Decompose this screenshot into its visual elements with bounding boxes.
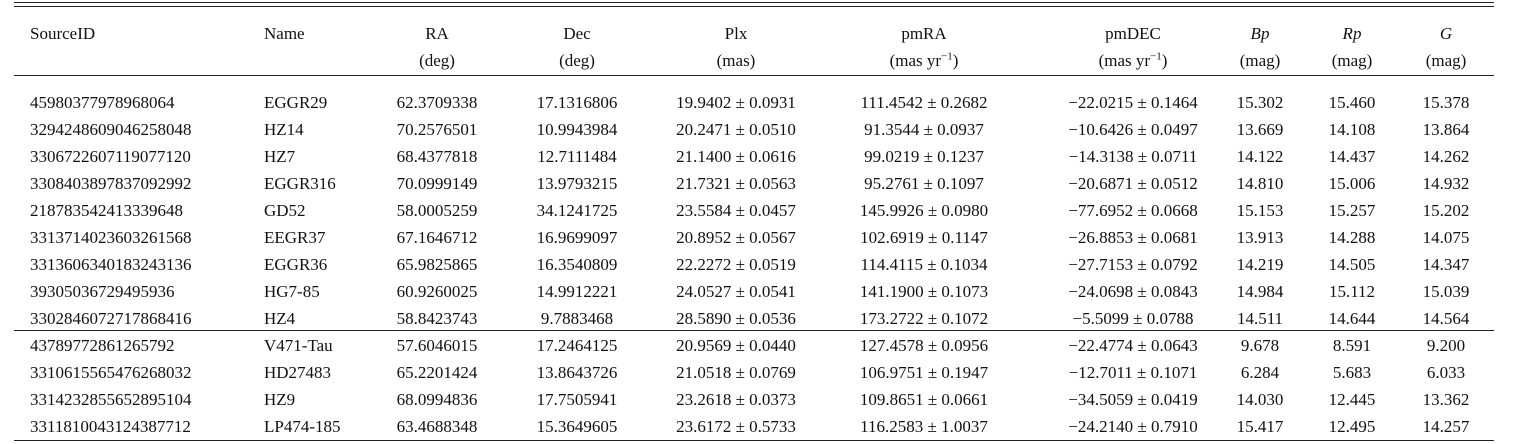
table-cell: −20.6871 ± 0.0512	[1068, 174, 1198, 193]
table-cell: 95.2761 ± 0.1097	[864, 174, 984, 193]
table-cell: 12.445	[1328, 390, 1376, 409]
table-cell: 17.1316806	[536, 93, 618, 112]
table-cell: 60.9260025	[396, 282, 478, 301]
table-cell: EGGR316	[264, 174, 336, 193]
table-cell: HD27483	[264, 363, 332, 382]
table-cell: 10.9943984	[536, 120, 618, 139]
column-header-name: Dec	[563, 24, 591, 43]
table-cell: 21.0518 ± 0.0769	[676, 363, 796, 382]
table-cell: 5.683	[1332, 363, 1372, 382]
table-cell: 3294248609046258048	[30, 120, 192, 139]
table-cell: 12.7111484	[537, 147, 617, 166]
table-cell: 13.9793215	[536, 174, 618, 193]
table-cell: 3313714023603261568	[30, 228, 192, 247]
table-cell: 141.1900 ± 0.1073	[859, 282, 989, 301]
table-cell: 68.4377818	[396, 147, 478, 166]
table-cell: 14.9912221	[536, 282, 618, 301]
table-cell: HZ14	[264, 120, 304, 139]
table-cell: 15.112	[1328, 282, 1376, 301]
table-cell: 21.7321 ± 0.0563	[676, 174, 796, 193]
table-cell: 70.2576501	[396, 120, 478, 139]
table-cell: −5.5099 ± 0.0788	[1072, 309, 1194, 328]
column-header-unit: (mag)	[1425, 51, 1467, 70]
table-cell: 58.0005259	[396, 201, 478, 220]
table-rule-top	[14, 2, 1494, 3]
table-cell: 8.591	[1332, 336, 1372, 355]
table-cell: LP474-185	[264, 417, 341, 436]
table-cell: 9.7883468	[540, 309, 614, 328]
table-cell: 34.1241725	[536, 201, 618, 220]
table-cell: 39305036729495936	[30, 282, 175, 301]
table-cell: 15.202	[1422, 201, 1470, 220]
table-cell: 14.505	[1328, 255, 1376, 274]
table-cell: EGGR36	[264, 255, 328, 274]
table-rule-header	[14, 75, 1494, 76]
table-cell: −27.7153 ± 0.0792	[1068, 255, 1198, 274]
column-header-name: Rp	[1342, 24, 1362, 43]
table-cell: 43789772861265792	[30, 336, 175, 355]
table-cell: 14.511	[1236, 309, 1284, 328]
table-cell: 20.2471 ± 0.0510	[676, 120, 796, 139]
column-header-name: Bp	[1250, 24, 1270, 43]
table-cell: 14.644	[1328, 309, 1376, 328]
table-cell: HG7-85	[264, 282, 320, 301]
table-cell: 15.3649605	[536, 417, 618, 436]
table-cell: 13.864	[1422, 120, 1470, 139]
table-cell: 6.284	[1240, 363, 1280, 382]
table-cell: 14.810	[1236, 174, 1284, 193]
table-cell: HZ9	[264, 390, 296, 409]
table-cell: 15.378	[1422, 93, 1470, 112]
table-cell: 16.9699097	[536, 228, 618, 247]
table-cell: 106.9751 ± 0.1947	[859, 363, 989, 382]
table-cell: 17.2464125	[536, 336, 618, 355]
table-cell: 14.347	[1422, 255, 1470, 274]
table-cell: 68.0994836	[396, 390, 478, 409]
table-cell: 23.6172 ± 0.5733	[676, 417, 796, 436]
table-cell: 19.9402 ± 0.0931	[676, 93, 796, 112]
table-cell: 14.262	[1422, 147, 1470, 166]
table-cell: 14.030	[1236, 390, 1284, 409]
table-cell: 3302846072717868416	[30, 309, 192, 328]
table-cell: 15.460	[1328, 93, 1376, 112]
table-cell: 9.200	[1426, 336, 1466, 355]
table-cell: 3313606340183243136	[30, 255, 192, 274]
table-cell: 3314232855652895104	[30, 390, 192, 409]
column-header-name: Name	[264, 24, 305, 43]
table-cell: −22.4774 ± 0.0643	[1068, 336, 1198, 355]
table-cell: 13.8643726	[536, 363, 618, 382]
table-cell: 65.9825865	[396, 255, 478, 274]
table-cell: 23.2618 ± 0.0373	[676, 390, 796, 409]
table-cell: 14.564	[1422, 309, 1470, 328]
table-cell: 102.6919 ± 0.1147	[860, 228, 988, 247]
table-cell: 13.669	[1236, 120, 1284, 139]
table-cell: 20.8952 ± 0.0567	[676, 228, 796, 247]
table-cell: V471-Tau	[264, 336, 333, 355]
column-header-unit: (mas)	[716, 51, 756, 70]
table-cell: 116.2583 ± 1.0037	[860, 417, 988, 436]
table-cell: 21.1400 ± 0.0616	[676, 147, 796, 166]
table-cell: 109.8651 ± 0.0661	[859, 390, 989, 409]
table-rule-bottom	[14, 440, 1494, 441]
column-header-unit: (mas $yr^{-1}$)	[889, 50, 959, 70]
table-cell: −24.0698 ± 0.0843	[1068, 282, 1198, 301]
table-cell: 16.3540809	[536, 255, 618, 274]
table-cell: 28.5890 ± 0.0536	[676, 309, 796, 328]
table-cell: −26.8853 ± 0.0681	[1068, 228, 1198, 247]
table-cell: 63.4688348	[396, 417, 478, 436]
column-header-name: RA	[425, 24, 449, 43]
table-cell: 99.0219 ± 0.1237	[864, 147, 984, 166]
table-cell: 3311810043124387712	[30, 417, 191, 436]
table-cell: EEGR37	[264, 228, 326, 247]
table-cell: −14.3138 ± 0.0711	[1068, 147, 1198, 166]
table-cell: 145.9926 ± 0.0980	[859, 201, 989, 220]
column-header-unit: (deg)	[419, 51, 455, 70]
table-cell: −34.5059 ± 0.0419	[1068, 390, 1198, 409]
table-cell: 3310615565476268032	[30, 363, 192, 382]
table-rule-top-double	[14, 6, 1494, 7]
table-cell: 65.2201424	[396, 363, 478, 382]
table-cell: 91.3544 ± 0.0937	[864, 120, 984, 139]
table-cell: 15.039	[1422, 282, 1470, 301]
table-cell: 114.4115 ± 0.1034	[860, 255, 988, 274]
table-cell: 45980377978968064	[30, 93, 175, 112]
column-header-unit: (mag)	[1331, 51, 1373, 70]
table-cell: 3308403897837092992	[30, 174, 192, 193]
table-cell: 20.9569 ± 0.0440	[676, 336, 796, 355]
column-header-name: SourceID	[30, 24, 96, 43]
table-cell: 14.075	[1422, 228, 1470, 247]
table-cell: 14.108	[1328, 120, 1376, 139]
table-cell: 23.5584 ± 0.0457	[676, 201, 796, 220]
table-cell: 22.2272 ± 0.0519	[676, 255, 796, 274]
table-cell: HZ7	[264, 147, 296, 166]
table-cell: 24.0527 ± 0.0541	[676, 282, 796, 301]
column-header-unit: (mag)	[1239, 51, 1281, 70]
table-cell: 14.932	[1422, 174, 1470, 193]
table-cell: 14.257	[1422, 417, 1470, 436]
table-cell: HZ4	[264, 309, 296, 328]
table-cell: 67.1646712	[396, 228, 478, 247]
table-cell: GD52	[264, 201, 306, 220]
table-cell: −77.6952 ± 0.0668	[1068, 201, 1198, 220]
column-header-unit: (deg)	[559, 51, 595, 70]
table-cell: −24.2140 ± 0.7910	[1068, 417, 1198, 436]
table-cell: 57.6046015	[396, 336, 478, 355]
table-cell: 15.006	[1328, 174, 1376, 193]
column-header-name: pmRA	[901, 24, 947, 43]
table-cell: 14.122	[1236, 147, 1284, 166]
table-cell: 218783542413339648	[30, 201, 183, 220]
column-header-name: pmDEC	[1105, 24, 1161, 43]
table-cell: 14.437	[1328, 147, 1376, 166]
table-cell: 127.4578 ± 0.0956	[859, 336, 989, 355]
table-cell: 62.3709338	[396, 93, 478, 112]
table-cell: 15.302	[1236, 93, 1284, 112]
table-cell: 13.362	[1422, 390, 1470, 409]
table-cell: 70.0999149	[396, 174, 478, 193]
table-cell: 13.913	[1236, 228, 1284, 247]
table-cell: 15.153	[1236, 201, 1284, 220]
table-cell: 17.7505941	[536, 390, 618, 409]
table-cell: −10.6426 ± 0.0497	[1068, 120, 1198, 139]
table-cell: 15.417	[1236, 417, 1284, 436]
column-header-name: Plx	[724, 24, 748, 43]
table-rule-group-separator	[14, 330, 1494, 331]
table-cell: 9.678	[1240, 336, 1280, 355]
table-cell: 58.8423743	[396, 309, 478, 328]
table-cell: 14.288	[1328, 228, 1376, 247]
table-cell: 12.495	[1328, 417, 1376, 436]
table-cell: 14.984	[1236, 282, 1284, 301]
table-cell: −12.7011 ± 0.1071	[1068, 363, 1198, 382]
table-cell: 14.219	[1236, 255, 1284, 274]
table-cell: 173.2722 ± 0.1072	[859, 309, 989, 328]
table-cell: 111.4542 ± 0.2682	[860, 93, 988, 112]
table-cell: EGGR29	[264, 93, 328, 112]
column-header-name: G	[1439, 24, 1453, 43]
table-cell: 3306722607119077120	[30, 147, 191, 166]
table-cell: 15.257	[1328, 201, 1376, 220]
table-cell: 6.033	[1426, 363, 1466, 382]
column-header-unit: (mas $yr^{-1}$)	[1098, 50, 1168, 70]
table-cell: −22.0215 ± 0.1464	[1068, 93, 1198, 112]
